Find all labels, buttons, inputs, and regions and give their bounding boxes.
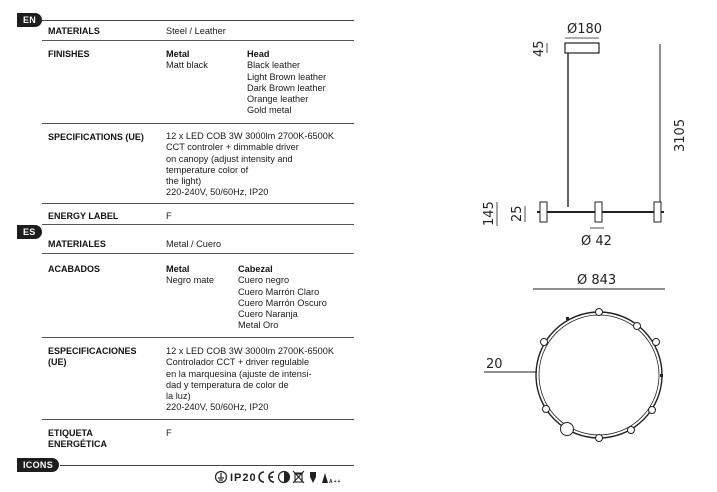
row-acabados (42, 254, 354, 338)
row-label: ENERGY LABEL (48, 211, 119, 221)
spec-table-es (42, 233, 354, 454)
canopy (565, 43, 599, 53)
row-specifications (42, 124, 354, 204)
row-label: MATERIALES (48, 239, 106, 249)
head-side-view (595, 202, 602, 222)
row-value: F (166, 428, 172, 438)
row-especificaciones (42, 338, 354, 420)
lang-tag-en: EN (17, 13, 42, 27)
finish-col-title: Cabezal (238, 264, 273, 274)
ring-top-view (536, 312, 662, 438)
head-marker (649, 407, 656, 414)
total-height-label: 3105 (673, 118, 688, 152)
finish-col-cabezal (238, 264, 327, 332)
finish-col-title: Metal (166, 49, 190, 59)
row-label: ESPECIFICACIONES (UE) (48, 346, 137, 367)
lang-tag-icons: ICONS (17, 458, 59, 472)
finish-col-metal (166, 264, 214, 287)
head-marker (596, 435, 603, 442)
finish-col-title: Head (247, 49, 270, 59)
ring-joint-marker (566, 317, 569, 320)
finish-col-items: Matt black (166, 60, 208, 71)
finish-col-title: Metal (166, 264, 190, 274)
head-marker (541, 339, 548, 346)
ce-mark-icon (259, 472, 274, 482)
ring-height-label: 145 (482, 201, 497, 226)
head-side-view (540, 202, 547, 222)
row-value: Metal / Cuero (166, 239, 222, 249)
head-marker (596, 309, 603, 316)
finish-col-items: Black leather Light Brown leather Dark Brown leather Orange leather Gold metal (247, 60, 327, 116)
svg-text:A++: A++ (329, 479, 342, 485)
finish-col-items: Cuero negro Cuero Marrón Claro Cuero Marrón Oscuro Cuero Naranja Metal Oro (238, 275, 327, 331)
row-label: FINISHES (48, 49, 90, 59)
head-marker (628, 427, 635, 434)
canopy-height-label: 45 (532, 40, 547, 57)
ring-top-view-inner (539, 315, 659, 435)
canopy-top-view (561, 423, 574, 436)
class-1-icon (216, 472, 227, 483)
certification-icons (214, 469, 354, 485)
ring-joint-marker (660, 374, 663, 377)
head-height-label: 25 (510, 205, 525, 222)
lang-divider-icons (60, 465, 354, 466)
row-value: F (166, 211, 172, 221)
head-marker (543, 406, 550, 413)
ip-rating-label: IP20 (230, 472, 257, 484)
row-label: SPECIFICATIONS (UE) (48, 132, 144, 142)
row-value: Steel / Leather (166, 26, 226, 36)
row-label: ETIQUETA ENERGÉTICA (48, 428, 108, 449)
ring-diameter-label: Ø 843 (577, 273, 617, 288)
canopy-diameter-label: Ø180 (567, 22, 603, 37)
head-diameter-label: Ø 42 (581, 234, 612, 249)
row-value: 12 x LED COB 3W 3000lm 2700K-6500K Controlador CCT + driver regulable en la marquesina (ajuste de intensi- dad y temperatura de color de la luz) 220-240V, 50/60Hz, IP20 (166, 346, 335, 413)
technical-drawing (360, 0, 710, 492)
row-materiales (42, 233, 354, 254)
row-finishes (42, 41, 354, 124)
finish-col-metal (166, 49, 208, 72)
lang-tag-es: ES (17, 225, 42, 239)
head-marker (653, 339, 660, 346)
weee-bin-icon (293, 471, 304, 483)
dimmable-icon (279, 472, 290, 483)
finish-col-items: Negro mate (166, 275, 215, 286)
row-value: 12 x LED COB 3W 3000lm 2700K-6500K CCT controler + dimmable driver on canopy (adjust intensity and temperature color of the light) 220-240V, 50/60Hz, IP20 (166, 131, 335, 198)
ring-section-label: 20 (486, 357, 503, 372)
row-energy-label (42, 204, 354, 225)
spec-table-en (42, 21, 354, 225)
head-side-view (654, 202, 661, 222)
row-label: MATERIALS (48, 26, 100, 36)
energy-class-icon (322, 473, 341, 485)
finish-col-head (247, 49, 326, 117)
row-label: ACABADOS (48, 264, 101, 274)
led-icon (310, 472, 316, 483)
row-materials (42, 21, 354, 41)
head-marker (634, 323, 641, 330)
row-etiqueta-energetica (42, 420, 354, 454)
